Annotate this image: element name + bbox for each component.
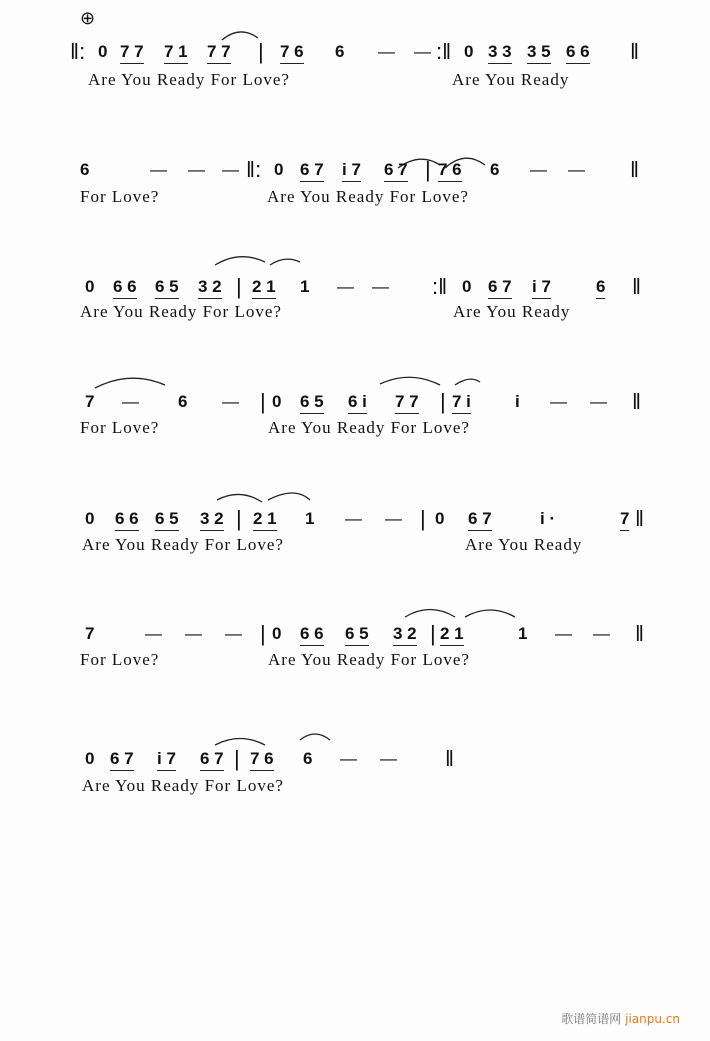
note-group: 0 <box>272 624 282 643</box>
lyric-line: Are You Ready For Love? <box>267 187 469 206</box>
note-group: 6 <box>490 160 500 179</box>
note-group: 0 <box>85 509 95 528</box>
barline: | <box>236 506 242 531</box>
note-group: 7 1 <box>164 42 188 64</box>
note-group: 7 6 <box>438 160 462 182</box>
sustain-dash: — <box>145 624 162 643</box>
lyric-line: Are You Ready For Love? <box>268 650 470 669</box>
barline: | <box>260 389 266 414</box>
barline: | <box>258 39 264 64</box>
barline: ‖ <box>632 389 642 414</box>
lyric-line: For Love? <box>80 650 160 669</box>
sustain-dash: — <box>345 509 362 528</box>
slur <box>300 734 330 740</box>
lyric-line: Are You Ready For Love? <box>268 418 470 437</box>
note-group: 3 2 <box>393 624 417 646</box>
sustain-dash: — <box>222 392 239 411</box>
note-group: 7 i <box>452 392 471 414</box>
note-group: 0 <box>98 42 108 61</box>
note-group: 1 <box>305 509 315 528</box>
note-group: 6 6 <box>566 42 590 64</box>
note-group: 6 6 <box>300 624 324 646</box>
note-group: 6 7 <box>468 509 492 531</box>
note-group: 1 <box>300 277 310 296</box>
lyric-line: Are You Ready For Love? <box>82 776 284 795</box>
slur <box>465 610 515 617</box>
lyric-line: Are You Ready For Love? <box>82 535 284 554</box>
lyric-line: Are You Ready <box>465 535 583 554</box>
barline: ‖: <box>70 39 86 64</box>
barline: | <box>420 506 426 531</box>
note-group: 6 <box>178 392 188 411</box>
watermark-cn: 歌谱简谱网 <box>561 1012 622 1026</box>
slur <box>222 32 258 40</box>
note-group: 0 <box>272 392 282 411</box>
slur <box>455 379 480 385</box>
barline: :‖ <box>432 274 448 299</box>
lyric-line: Are You Ready <box>452 70 570 89</box>
note-group: 3 2 <box>200 509 224 531</box>
note-group: 2 1 <box>252 277 276 299</box>
note-group: 7 <box>85 624 95 643</box>
barline: | <box>234 746 240 771</box>
note-group: 3 5 <box>527 42 551 64</box>
barline: ‖ <box>635 506 645 531</box>
sustain-dash: — <box>530 160 547 179</box>
sustain-dash: — <box>593 624 610 643</box>
note-group: 1 <box>518 624 528 643</box>
barline: ‖: <box>246 157 262 182</box>
note-group: 6 5 <box>300 392 324 414</box>
sustain-dash: — <box>414 42 431 61</box>
slur <box>215 257 265 265</box>
note-group: i 7 <box>532 277 551 299</box>
note-group: 0 <box>435 509 445 528</box>
note-group: 0 <box>464 42 474 61</box>
lyric-line: For Love? <box>80 418 160 437</box>
slur <box>268 493 310 500</box>
sustain-dash: — <box>378 42 395 61</box>
note-group: 0 <box>274 160 284 179</box>
note-group: i 7 <box>157 749 176 771</box>
note-group: 0 <box>85 277 95 296</box>
barline: | <box>425 157 431 182</box>
note-group: 6 7 <box>488 277 512 299</box>
note-group: 7 6 <box>250 749 274 771</box>
note-group: 6 7 <box>200 749 224 771</box>
note-group: 6 7 <box>110 749 134 771</box>
note-group: 0 <box>85 749 95 768</box>
sustain-dash: — <box>225 624 242 643</box>
slur <box>95 378 165 388</box>
note-group: 6 <box>596 277 605 299</box>
note-group: 3 3 <box>488 42 512 64</box>
note-group: i <box>515 392 520 411</box>
note-group: 2 1 <box>440 624 464 646</box>
sustain-dash: — <box>372 277 389 296</box>
note-group: 6 6 <box>113 277 137 299</box>
note-group: 7 <box>620 509 629 531</box>
slur <box>270 259 300 265</box>
note-group: 6 6 <box>115 509 139 531</box>
barline: ‖ <box>632 274 642 299</box>
sustain-dash: — <box>185 624 202 643</box>
barline: | <box>430 621 436 646</box>
note-group: i 7 <box>342 160 361 182</box>
sustain-dash: — <box>340 749 357 768</box>
barline: ‖ <box>630 39 640 64</box>
lyric-line: For Love? <box>80 187 160 206</box>
sustain-dash: — <box>380 749 397 768</box>
note-group: 7 7 <box>120 42 144 64</box>
lyric-line: Are You Ready For Love? <box>88 70 290 89</box>
barline: ‖ <box>630 157 640 182</box>
barline: ‖ <box>635 621 645 646</box>
sustain-dash: — <box>555 624 572 643</box>
sustain-dash: — <box>188 160 205 179</box>
sustain-dash: — <box>222 160 239 179</box>
note-group: 6 5 <box>155 509 179 531</box>
note-group: 0 <box>462 277 472 296</box>
note-group: 6 7 <box>300 160 324 182</box>
slur <box>380 377 440 385</box>
sustain-dash: — <box>568 160 585 179</box>
note-group: 7 7 <box>395 392 419 414</box>
note-group: 7 <box>85 392 95 411</box>
note-group: i · <box>540 509 556 528</box>
note-group: 3 2 <box>198 277 222 299</box>
sustain-dash: — <box>122 392 139 411</box>
note-group: 6 <box>80 160 90 179</box>
sustain-dash: — <box>590 392 607 411</box>
barline: :‖ <box>436 39 452 64</box>
note-group: 6 <box>303 749 313 768</box>
barline: | <box>260 621 266 646</box>
barline: ‖ <box>445 746 455 771</box>
sustain-dash: — <box>150 160 167 179</box>
watermark <box>561 1010 680 1027</box>
note-group: 7 7 <box>207 42 231 64</box>
coda-sign: ⊕ <box>80 8 96 29</box>
note-group: 6 <box>335 42 345 61</box>
slur <box>215 739 265 746</box>
note-group: 2 1 <box>253 509 277 531</box>
note-group: 6 5 <box>345 624 369 646</box>
slur <box>217 494 262 502</box>
note-group: 6 i <box>348 392 367 414</box>
note-group: 6 7 <box>384 160 408 182</box>
sustain-dash: — <box>550 392 567 411</box>
lyric-line: Are You Ready <box>453 302 571 321</box>
note-group: 7 6 <box>280 42 304 64</box>
sustain-dash: — <box>337 277 354 296</box>
sustain-dash: — <box>385 509 402 528</box>
barline: | <box>440 389 446 414</box>
slur <box>405 610 455 618</box>
lyric-line: Are You Ready For Love? <box>80 302 282 321</box>
barline: | <box>236 274 242 299</box>
note-group: 6 5 <box>155 277 179 299</box>
watermark-en: jianpu.cn <box>625 1012 680 1026</box>
